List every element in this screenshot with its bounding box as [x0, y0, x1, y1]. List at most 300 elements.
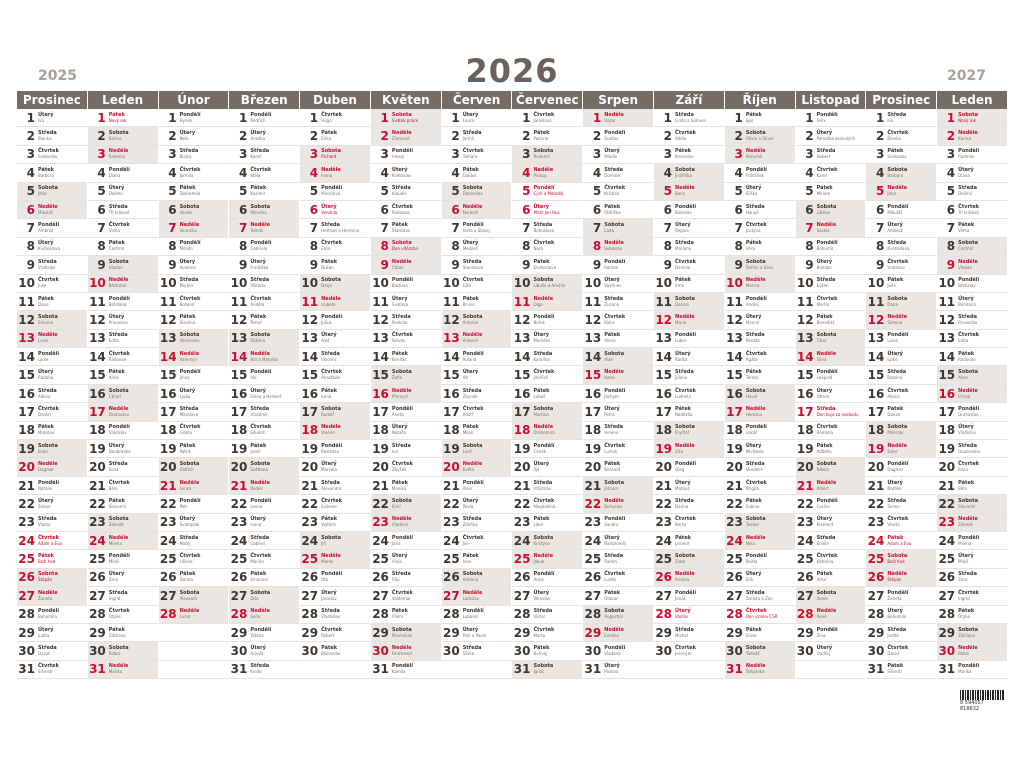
day-number: 7 [97, 221, 106, 236]
day-text [463, 260, 484, 270]
day-text [604, 481, 624, 491]
day-cell [442, 642, 512, 660]
day-text [817, 205, 837, 215]
weekday-name: Úterý [321, 589, 337, 596]
day-number: 18 [18, 423, 35, 438]
name-day: Milena [108, 540, 122, 546]
name-day: Jitka [38, 191, 47, 197]
name-day: Barbora [887, 172, 904, 178]
day-number: 28 [159, 607, 177, 622]
day-number: 24 [442, 533, 460, 548]
day-number: 16 [301, 386, 319, 401]
day-text [38, 205, 58, 215]
name-day: Martin [816, 301, 830, 307]
weekday-name: Sobota [462, 185, 483, 192]
day-number: 4 [876, 165, 885, 180]
weekday-name: Čtvrtek [675, 258, 696, 265]
day-text [321, 536, 341, 546]
day-text [817, 352, 837, 362]
day-number: 26 [726, 570, 743, 585]
day-number: 22 [301, 496, 319, 511]
weekday-name: Úterý [250, 130, 266, 137]
day-text [109, 554, 130, 564]
day-cell [796, 624, 866, 642]
day-number: 8 [380, 239, 389, 254]
month-header: Červen [442, 91, 512, 109]
day-number: 14 [513, 349, 531, 364]
day-number: 8 [592, 239, 602, 254]
name-day: Mikuláš [38, 209, 53, 215]
day-cell [937, 275, 1007, 293]
day-cell [796, 532, 866, 550]
weekday-name: Pátek [462, 166, 479, 173]
day-number: 19 [18, 441, 35, 456]
day-text [392, 131, 412, 141]
day-text [958, 333, 979, 343]
day-number: 19 [584, 441, 602, 456]
day-number: 28 [230, 607, 248, 622]
day-text [817, 517, 834, 527]
weekday-name: Neděle [675, 571, 695, 578]
day-number: 13 [159, 331, 177, 346]
weekday-name: Středa [816, 277, 836, 284]
weekday-name: Pondělí [958, 663, 980, 670]
day-number: 17 [18, 404, 35, 419]
day-number: 28 [442, 607, 460, 622]
day-text [321, 389, 337, 399]
day-cell [512, 550, 582, 568]
day-cell [866, 219, 936, 237]
name-day: Slavěna [179, 319, 196, 325]
name-day: Lukáš [745, 430, 758, 436]
name-day: Jiřina [179, 375, 190, 381]
day-cell [229, 366, 299, 384]
name-day: Věroslav [533, 595, 551, 601]
name-day: Růžena [250, 338, 266, 344]
name-day: Denisa [675, 301, 689, 307]
day-number: 19 [89, 441, 106, 456]
day-number: 5 [663, 184, 673, 199]
weekday-name: Čtvrtek [887, 516, 909, 523]
day-number: 3 [168, 147, 177, 162]
day-text [604, 352, 624, 362]
day-text [392, 572, 411, 582]
day-cell [442, 440, 512, 458]
day-cell [371, 385, 441, 403]
weekday-name: Neděle [462, 332, 483, 339]
day-text [463, 315, 483, 325]
name-day: Dobromila [179, 191, 201, 197]
day-cell [796, 109, 866, 127]
weekday-name: Středa [958, 442, 977, 449]
day-number: 17 [584, 404, 602, 419]
day-cell [866, 514, 936, 532]
day-number: 30 [372, 644, 389, 659]
weekday-name: Pondělí [179, 111, 201, 118]
name-day: Emanuel [250, 577, 268, 583]
day-text [887, 646, 908, 656]
day-cell [229, 514, 299, 532]
weekday-name: Sobota [745, 645, 766, 652]
day-cell [300, 293, 370, 311]
weekday-name: Pátek [745, 369, 762, 376]
name-day: Adam a Eva [887, 540, 912, 546]
day-text [463, 205, 483, 215]
day-text [604, 572, 625, 582]
weekday-name: Pondělí [745, 295, 767, 302]
day-cell [159, 532, 229, 550]
day-cell [512, 422, 582, 440]
weekday-name: Středa [391, 185, 411, 192]
weekday-name: Čtvrtek [179, 295, 201, 302]
day-number: 2 [26, 129, 35, 144]
name-day: Vendelín [745, 467, 763, 473]
day-cell [88, 146, 158, 164]
day-cell [937, 514, 1007, 532]
weekday-name: Neděle [38, 332, 58, 339]
weekday-name: Středa [675, 626, 694, 633]
day-number: 28 [655, 607, 673, 622]
weekday-name: Čtvrtek [250, 424, 272, 431]
day-text [109, 131, 129, 141]
day-text [392, 554, 408, 564]
day-cell [229, 477, 299, 495]
day-cell [229, 348, 299, 366]
month-header: Říjen [725, 91, 795, 109]
name-day: Hubert [816, 154, 831, 160]
day-cell [88, 532, 158, 550]
day-text [109, 499, 127, 509]
weekday-name: Úterý [38, 111, 54, 118]
weekday-name: Pondělí [108, 295, 130, 302]
weekday-name: Pondělí [958, 405, 980, 412]
name-day: Marek [321, 559, 334, 565]
weekday-name: Čtvrtek [604, 571, 626, 578]
day-cell [229, 532, 299, 550]
day-text [533, 389, 549, 399]
day-number: 24 [18, 533, 35, 548]
name-day: Břetislav [958, 283, 976, 289]
day-cell [17, 422, 87, 440]
name-day: Jana [391, 540, 401, 546]
weekday-name: Čtvrtek [108, 350, 130, 357]
name-day: Veronika [179, 228, 197, 234]
name-day: Vladimír [391, 522, 409, 528]
weekday-name: Sobota [533, 534, 554, 541]
weekday-name: Sobota [958, 111, 978, 118]
day-number: 3 [309, 147, 319, 162]
day-cell [866, 183, 936, 201]
day-text [38, 113, 54, 123]
name-day: Alžběta [816, 448, 832, 454]
day-number: 29 [301, 625, 319, 640]
day-text [746, 609, 778, 619]
day-text [321, 168, 341, 178]
day-number: 16 [726, 386, 743, 401]
day-number: 2 [876, 129, 885, 144]
day-cell [866, 606, 936, 624]
day-cell [442, 550, 512, 568]
weekday-name: Neděle [250, 350, 270, 357]
day-text [887, 572, 907, 582]
name-day: Zita [675, 448, 683, 454]
name-day: Jarmila [179, 172, 194, 178]
day-cell [866, 661, 936, 679]
day-text [675, 407, 693, 417]
day-number: 29 [867, 625, 885, 640]
day-cell [88, 385, 158, 403]
day-cell [866, 127, 936, 145]
day-text [392, 223, 410, 233]
weekday-name: Neděle [887, 571, 908, 578]
weekday-name: Pondělí [816, 497, 838, 504]
day-number: 21 [442, 478, 460, 493]
weekday-name: Pondělí [958, 148, 980, 155]
day-text [817, 131, 856, 141]
name-day: Alois [462, 485, 473, 491]
weekday-name: Úterý [108, 571, 125, 578]
day-cell [654, 238, 724, 256]
day-text [746, 186, 762, 196]
name-day: Ctibor [391, 264, 405, 270]
name-day: Svatoslav [887, 154, 907, 160]
name-day: Vít [462, 375, 469, 381]
day-text [533, 628, 554, 638]
day-cell [300, 642, 370, 660]
day-cell [583, 550, 653, 568]
day-cell [17, 275, 87, 293]
day-text [321, 499, 342, 509]
day-cell [159, 183, 229, 201]
day-number: 19 [230, 441, 248, 456]
day-cell [371, 514, 441, 532]
day-number: 9 [168, 257, 177, 272]
month-column [582, 91, 653, 689]
day-number: 29 [796, 625, 814, 640]
weekday-name: Středa [816, 405, 836, 412]
name-day: Ignác [533, 669, 545, 675]
day-cell [654, 219, 724, 237]
day-text [958, 481, 974, 491]
day-text [746, 205, 765, 215]
day-cell [442, 330, 512, 348]
weekday-name: Úterý [250, 258, 266, 265]
day-number: 12 [372, 312, 389, 327]
name-day: Dalimil [958, 191, 973, 197]
name-day: Ivo [391, 448, 398, 454]
name-day: Sabina [745, 503, 760, 509]
name-day: Radovan [108, 356, 127, 362]
day-text [533, 572, 554, 582]
day-cell [229, 183, 299, 201]
day-number: 22 [867, 496, 885, 511]
name-day: Marika [108, 669, 123, 675]
name-day: Diana [108, 172, 121, 178]
weekday-name: Čtvrtek [745, 350, 767, 357]
day-text [746, 481, 767, 491]
day-number: 27 [89, 588, 106, 603]
day-number: 3 [26, 147, 35, 162]
day-cell [229, 311, 299, 329]
day-cell [796, 366, 866, 384]
day-cell [937, 458, 1007, 476]
day-cell [866, 201, 936, 219]
day-cell [17, 164, 87, 182]
day-text [675, 168, 695, 178]
day-text [817, 389, 833, 399]
name-day: Zdeněk [958, 522, 974, 528]
weekday-name: Čtvrtek [462, 534, 484, 541]
day-number: 25 [867, 552, 885, 567]
day-cell [512, 109, 582, 127]
day-text [463, 352, 484, 362]
weekday-name: Úterý [391, 166, 408, 173]
day-text [392, 407, 413, 417]
day-text [250, 168, 271, 178]
day-cell [725, 587, 795, 605]
day-text [958, 352, 975, 362]
day-text [392, 278, 413, 288]
name-day: Andrea [675, 577, 690, 583]
day-text [604, 370, 624, 380]
day-number: 19 [513, 441, 531, 456]
weekday-name: Neděle [533, 295, 554, 302]
day-cell [229, 293, 299, 311]
day-cell [583, 624, 653, 642]
day-number: 10 [513, 276, 531, 291]
name-day: Artur [816, 577, 827, 583]
day-number: 11 [442, 294, 460, 309]
day-text [109, 297, 130, 307]
day-number: 11 [867, 294, 885, 309]
day-cell [512, 385, 582, 403]
day-number: 24 [301, 533, 319, 548]
day-text [392, 389, 412, 399]
day-cell [512, 183, 582, 201]
name-day: Milan [462, 430, 474, 436]
day-number: 20 [301, 460, 319, 475]
name-day: Vincenc [321, 356, 337, 362]
weekday-name: Čtvrtek [816, 295, 838, 302]
day-text [958, 572, 977, 582]
day-text [533, 664, 553, 674]
name-day: Ingrid [108, 595, 121, 601]
day-number: 13 [442, 331, 460, 346]
day-text [463, 297, 479, 307]
weekday-name: Sobota [250, 332, 271, 339]
name-day: Adriana [462, 577, 479, 583]
name-day: Vítězslav [533, 485, 552, 491]
day-number: 10 [442, 276, 460, 291]
weekday-name: Pátek [533, 645, 550, 652]
name-day: Simona [38, 319, 53, 325]
day-cell [371, 164, 441, 182]
weekday-name: Sobota [604, 608, 625, 615]
name-day: Marina [745, 283, 760, 289]
weekday-name: Neděle [250, 222, 270, 229]
name-day: Josef [250, 448, 260, 454]
name-day: Lenka [179, 485, 192, 491]
weekday-name: Neděle [816, 222, 837, 229]
day-cell [512, 311, 582, 329]
name-day: Boleslav [675, 209, 692, 215]
day-number: 2 [309, 129, 319, 144]
day-number: 16 [89, 386, 106, 401]
day-text [250, 554, 271, 564]
day-cell [300, 569, 370, 587]
day-text [958, 646, 978, 656]
day-number: 17 [726, 404, 743, 419]
day-text [675, 223, 691, 233]
weekday-name: Pátek [108, 497, 125, 504]
weekday-name: Úterý [675, 479, 691, 486]
name-day: Valentýn [179, 356, 198, 362]
day-cell [17, 550, 87, 568]
weekday-name: Pondělí [321, 185, 343, 192]
day-number: 14 [230, 349, 248, 364]
day-cell [512, 587, 582, 605]
month-column [511, 91, 582, 689]
month-column [936, 91, 1007, 689]
day-text [604, 113, 624, 123]
day-text [675, 554, 695, 564]
day-text [392, 536, 413, 546]
day-text [250, 444, 266, 454]
day-number: 30 [655, 644, 673, 659]
name-day: Pankrác [391, 319, 408, 325]
day-text [321, 131, 337, 141]
weekday-name: Čtvrtek [462, 405, 484, 412]
day-cell [654, 495, 724, 513]
day-cell [159, 366, 229, 384]
day-number: 23 [938, 515, 956, 530]
name-day: Vladan [108, 264, 123, 270]
weekday-name: Sobota [816, 203, 837, 210]
day-cell [17, 183, 87, 201]
name-day: Viktorie [250, 283, 266, 289]
weekday-name: Středa [675, 369, 694, 376]
day-number: 24 [655, 533, 673, 548]
name-day: Ilja [533, 467, 540, 473]
day-text [675, 333, 696, 343]
name-day: Ilona [958, 467, 968, 473]
day-number: 5 [522, 184, 531, 199]
day-number: 8 [734, 239, 743, 254]
day-number: 13 [867, 331, 885, 346]
weekday-name: Pátek [391, 479, 408, 486]
day-number: 23 [442, 515, 460, 530]
weekday-name: Středa [250, 148, 270, 155]
day-cell [88, 587, 158, 605]
name-day: Viktor [533, 614, 546, 620]
day-text [109, 352, 130, 362]
day-number: 27 [159, 588, 177, 603]
day-text [180, 278, 199, 288]
name-day: Gabriela [250, 246, 268, 252]
day-text [746, 646, 766, 656]
day-number: 31 [89, 662, 106, 677]
name-day: Judita [38, 632, 50, 638]
day-text [817, 149, 836, 159]
weekday-name: Neděle [108, 663, 129, 670]
day-cell [512, 477, 582, 495]
name-day: Hedvika [745, 411, 762, 417]
name-day: Zdislava [108, 632, 126, 638]
day-cell [654, 403, 724, 421]
day-text [109, 260, 129, 270]
day-number: 8 [663, 239, 673, 254]
weekday-name: Pondělí [462, 608, 484, 615]
